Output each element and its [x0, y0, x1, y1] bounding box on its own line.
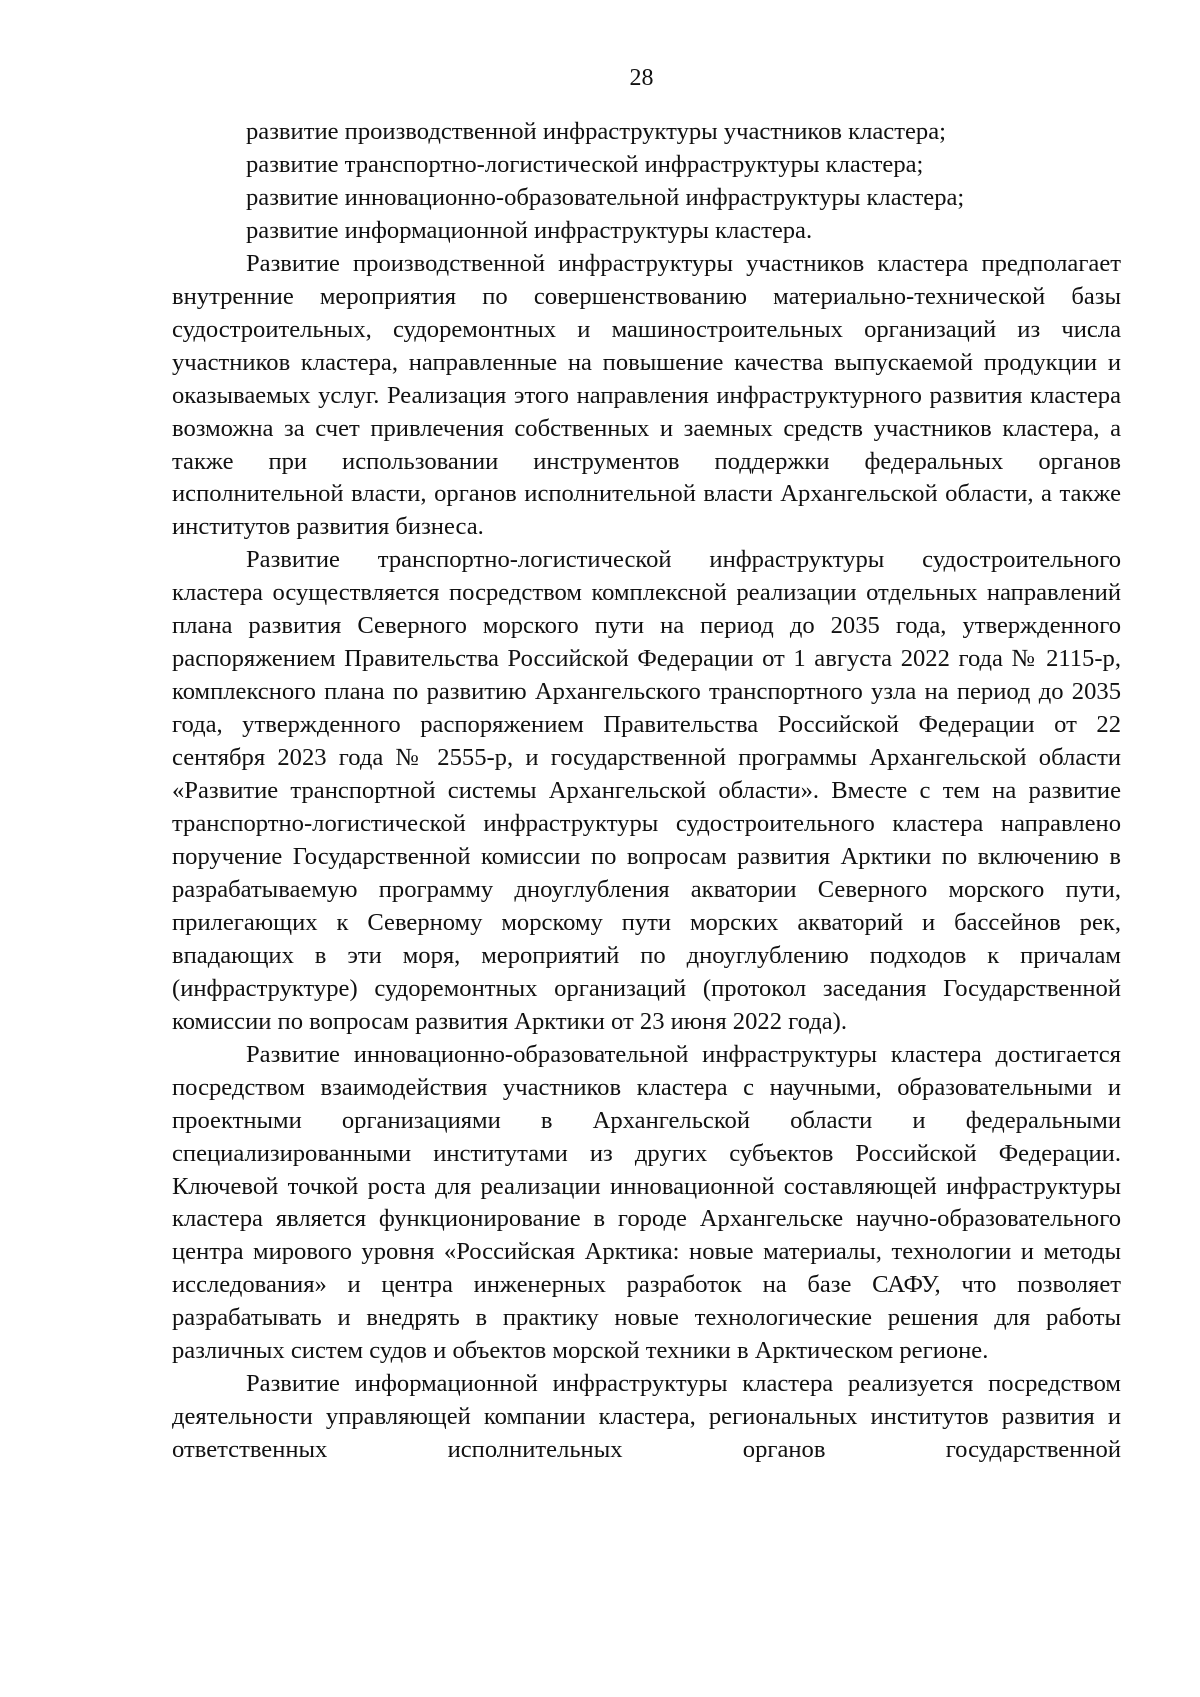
list-item: развитие инновационно-образовательной инфраструктуры кластера; [246, 183, 965, 211]
paragraph-innovation-infrastructure: Развитие инновационно-образовательной инфраструктуры кластера достигается посредством взаимодействия участников кластера с научными, образовательными и проектными организациями в Архангельской области и федеральными специализированными институтами из других субъектов Российской Федерации. Ключевой точкой роста для реализации инновационной составляющей инфраструктуры кластера является функционирование в городе Архангельске научно-образовательного центра мирового уровня «Российская Арктика: новые материалы, технологии и методы исследования» и центра инженерных разработок на базе САФУ, что позволяет разрабатывать и внедрять в практику новые технологические решения для работы различных систем судов и объектов морской техники в Арктическом регионе. [172, 1040, 1121, 1365]
page-number: 28 [629, 65, 654, 91]
paragraph-production-infrastructure: Развитие производственной инфраструктуры участников кластера предполагает внутренние мероприятия по совершенствованию материально-технической базы судостроительных, судоремонтных и машиностроительных организаций из числа участников кластера, направленные на повышение качества выпускаемой продукции и оказываемых услуг. Реализация этого направления инфраструктурного развития кластера возможна за счет привлечения собственных и заемных средств участников кластера, а также при использовании инструментов поддержки федеральных органов исполнительной власти, органов исполнительной власти Архангельской области, а также институтов развития бизнеса. [172, 249, 1121, 541]
paragraph-information-infrastructure: Развитие информационной инфраструктуры кластера реализуется посредством деятельности управляющей компании кластера, региональных институтов развития и ответственных исполнительных органов государственной [172, 1370, 1121, 1464]
list-item: развитие транспортно-логистической инфраструктуры кластера; [246, 150, 924, 178]
list-item: развитие информационной инфраструктуры кластера. [246, 216, 813, 244]
document-body [172, 116, 1121, 1467]
paragraph-transport-infrastructure: Развитие транспортно-логистической инфраструктуры судостроительного кластера осуществляется посредством комплексной реализации отдельных направлений плана развития Северного морского пути на период до 2035 года, утвержденного распоряжением Правительства Российской Федерации от 1 августа 2022 года № 2115-р, комплексного плана по развитию Архангельского транспортного узла на период до 2035 года, утвержденного распоряжением Правительства Российской Федерации от 22 сентября 2023 года № 2555-р, и государственной программы Архангельской области «Развитие транспортной системы Архангельской области». Вместе с тем на развитие транспортно-логистической инфраструктуры судостроительного кластера направлено поручение Государственной комиссии по вопросам развития Арктики по включению в разрабатываемую программу дноуглубления акватории Северного морского пути, прилегающих к Северному морскому пути морских акваторий и бассейнов рек, впадающих в эти моря, мероприятий по дноуглублению подходов к причалам (инфраструктуре) судоремонтных организаций (протокол заседания Государственной комиссии по вопросам развития Арктики от 23 июня 2022 года). [172, 546, 1121, 1035]
list-item: развитие производственной инфраструктуры участников кластера; [246, 118, 946, 145]
